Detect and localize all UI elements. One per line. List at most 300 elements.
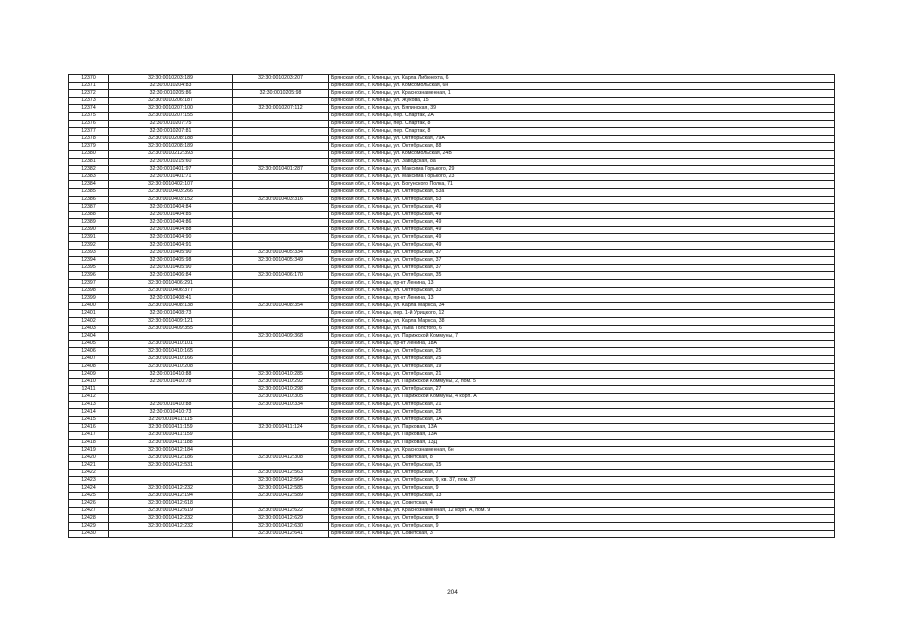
table-row <box>69 219 835 227</box>
table-row <box>69 515 835 523</box>
row-number-cell: 12398 <box>69 287 109 295</box>
object-cadastral-number-cell: 32:30:0010408:354 <box>233 302 329 310</box>
address-cell: Брянская обл., г. Клинцы, ул. Карла Маркса, 38 <box>329 318 835 326</box>
address-cell: Брянская обл., г. Клинцы, ул. Октябрьская, 37 <box>329 249 835 257</box>
row-number-cell: 12395 <box>69 264 109 272</box>
row-number-cell: 12381 <box>69 158 109 166</box>
row-number-cell: 12416 <box>69 424 109 432</box>
object-cadastral-number-cell: 32:30:0010410:305 <box>233 393 329 401</box>
parcel-cadastral-number-cell: 32:30:0010409:355 <box>109 325 233 333</box>
object-cadastral-number-cell: 32:30:0010403:316 <box>233 196 329 204</box>
parcel-cadastral-number-cell: 32:30:0010401:97 <box>109 166 233 174</box>
parcel-cadastral-number-cell: 32:30:0010410:88 <box>109 401 233 409</box>
row-number-cell: 12419 <box>69 447 109 455</box>
parcel-cadastral-number-cell: 32:30:0010208:189 <box>109 143 233 151</box>
address-cell: Брянская обл., г. Клинцы, ул. Октябрьская, 53а <box>329 188 835 196</box>
address-cell: Брянская обл., г. Клинцы, ул. Октябрьская, 33 <box>329 287 835 295</box>
table-row <box>69 242 835 250</box>
parcel-cadastral-number-cell: 32:30:0010406:377 <box>109 287 233 295</box>
parcel-cadastral-number-cell: 32:30:0010401:71 <box>109 173 233 181</box>
table-row <box>69 188 835 196</box>
object-cadastral-number-cell: 32:30:0010412:585 <box>233 485 329 493</box>
table-row <box>69 477 835 485</box>
table-row <box>69 318 835 326</box>
object-cadastral-number-cell <box>233 409 329 417</box>
row-number-cell: 12370 <box>69 75 109 83</box>
table-row <box>69 158 835 166</box>
object-cadastral-number-cell: 32:30:0010405:349 <box>233 257 329 265</box>
address-cell: Брянская обл., г. Клинцы, ул. Октябрьская, 49 <box>329 211 835 219</box>
table-row <box>69 340 835 348</box>
object-cadastral-number-cell: 32:30:0010412:630 <box>233 523 329 531</box>
object-cadastral-number-cell <box>233 325 329 333</box>
parcel-cadastral-number-cell: 32:30:0010411:115 <box>109 416 233 424</box>
table-row <box>69 226 835 234</box>
row-number-cell: 12393 <box>69 249 109 257</box>
object-cadastral-number-cell <box>233 340 329 348</box>
object-cadastral-number-cell <box>233 188 329 196</box>
row-number-cell: 12390 <box>69 226 109 234</box>
address-cell: Брянская обл., г. Клинцы, ул. Краснознаменная, 12 корп. А, пом. 9 <box>329 507 835 515</box>
row-number-cell: 12394 <box>69 257 109 265</box>
address-cell: Брянская обл., г. Клинцы, ул. Октябрьская, 49 <box>329 219 835 227</box>
address-cell: Брянская обл., г. Клинцы, ул. Парижской Коммуны, 2, пом. 5 <box>329 378 835 386</box>
parcel-cadastral-number-cell: 32:30:0010412:619 <box>109 507 233 515</box>
parcel-cadastral-number-cell: 32:30:0010406:84 <box>109 272 233 280</box>
register-sheet <box>68 74 835 538</box>
table-row <box>69 97 835 105</box>
object-cadastral-number-cell: 32:30:0010412:563 <box>233 469 329 477</box>
object-cadastral-number-cell <box>233 135 329 143</box>
address-cell: Брянская обл., г. Клинцы, ул. Октябрьская, 21 <box>329 371 835 379</box>
object-cadastral-number-cell <box>233 295 329 303</box>
address-cell: Брянская обл., г. Клинцы, ул. Октябрьская, 49 <box>329 226 835 234</box>
object-cadastral-number-cell: 32:30:0010205:98 <box>233 90 329 98</box>
table-row <box>69 416 835 424</box>
parcel-cadastral-number-cell: 32:30:0010404:85 <box>109 211 233 219</box>
address-cell: Брянская обл., г. Клинцы, ул. Комсомольская, 6н <box>329 82 835 90</box>
parcel-cadastral-number-cell: 32:30:0010405:98 <box>109 257 233 265</box>
object-cadastral-number-cell <box>233 310 329 318</box>
table-row <box>69 135 835 143</box>
address-cell: Брянская обл., г. Клинцы, ул. Октябрьская, 15 <box>329 462 835 470</box>
parcel-cadastral-number-cell: 32:30:0010412:232 <box>109 485 233 493</box>
parcel-cadastral-number-cell: 32:30:0010404:86 <box>109 219 233 227</box>
object-cadastral-number-cell <box>233 219 329 227</box>
address-cell: Брянская обл., г. Клинцы, ул. Краснознаменная, 1 <box>329 90 835 98</box>
address-cell: Брянская обл., г. Клинцы, ул. Октябрьская, 49 <box>329 204 835 212</box>
row-number-cell: 12400 <box>69 302 109 310</box>
parcel-cadastral-number-cell: 32:30:0010403:152 <box>109 196 233 204</box>
object-cadastral-number-cell <box>233 150 329 158</box>
parcel-cadastral-number-cell: 32:30:0010207:81 <box>109 128 233 136</box>
table-row <box>69 82 835 90</box>
parcel-cadastral-number-cell: 32:30:0010412:531 <box>109 462 233 470</box>
address-cell: Брянская обл., г. Клинцы, ул. Октябрьская, 9, кв. 37, пом. 37 <box>329 477 835 485</box>
address-cell: Брянская обл., г. Клинцы, ул. Карла Либкнехта, 6 <box>329 75 835 83</box>
row-number-cell: 12407 <box>69 355 109 363</box>
row-number-cell: 12377 <box>69 128 109 136</box>
table-row <box>69 492 835 500</box>
parcel-cadastral-number-cell: 32:30:0010402:107 <box>109 181 233 189</box>
object-cadastral-number-cell <box>233 82 329 90</box>
row-number-cell: 12417 <box>69 431 109 439</box>
address-cell: Брянская обл., г. Клинцы, ул. Парковая, 13Д <box>329 439 835 447</box>
parcel-cadastral-number-cell: 32:30:0010207:75 <box>109 120 233 128</box>
row-number-cell: 12375 <box>69 112 109 120</box>
address-cell: Брянская обл., г. Клинцы, ул. Богунского Полка, 71 <box>329 181 835 189</box>
parcel-cadastral-number-cell: 32:30:0010410:73 <box>109 409 233 417</box>
table-row <box>69 409 835 417</box>
table-row <box>69 143 835 151</box>
table-row <box>69 424 835 432</box>
address-cell: Брянская обл., г. Клинцы, пр-кт Ленина, 18А <box>329 340 835 348</box>
parcel-cadastral-number-cell: 32:30:0010207:155 <box>109 112 233 120</box>
row-number-cell: 12428 <box>69 515 109 523</box>
address-cell: Брянская обл., г. Клинцы, ул. Октябрьская, 1А <box>329 416 835 424</box>
object-cadastral-number-cell <box>233 447 329 455</box>
row-number-cell: 12391 <box>69 234 109 242</box>
object-cadastral-number-cell <box>233 242 329 250</box>
table-row <box>69 462 835 470</box>
address-cell: Брянская обл., г. Клинцы, ул. Октябрьская, 49 <box>329 242 835 250</box>
address-cell: Брянская обл., г. Клинцы, ул. Октябрьская, 37 <box>329 264 835 272</box>
address-cell: Брянская обл., г. Клинцы, ул. Парковая, 13А <box>329 424 835 432</box>
address-cell: Брянская обл., г. Клинцы, ул. Максима Горького, 29 <box>329 166 835 174</box>
address-cell: Брянская обл., г. Клинцы, ул. Октябрьская, 19 <box>329 363 835 371</box>
address-cell: Брянская обл., г. Клинцы, пер. Спартак, 8 <box>329 128 835 136</box>
table-row <box>69 128 835 136</box>
object-cadastral-number-cell: 32:30:0010412:564 <box>233 477 329 485</box>
address-cell: Брянская обл., г. Клинцы, ул. Октябрьская, 25 <box>329 409 835 417</box>
address-cell: Брянская обл., г. Клинцы, ул. Парковая, 13А <box>329 431 835 439</box>
row-number-cell: 12392 <box>69 242 109 250</box>
table-row <box>69 211 835 219</box>
object-cadastral-number-cell: 32:30:0010410:285 <box>233 371 329 379</box>
row-number-cell: 12376 <box>69 120 109 128</box>
row-number-cell: 12382 <box>69 166 109 174</box>
table-row <box>69 469 835 477</box>
row-number-cell: 12411 <box>69 386 109 394</box>
table-row <box>69 272 835 280</box>
parcel-cadastral-number-cell: 32:30:0010212:393 <box>109 150 233 158</box>
row-number-cell: 12425 <box>69 492 109 500</box>
row-number-cell: 12371 <box>69 82 109 90</box>
object-cadastral-number-cell: 32:30:0010410:298 <box>233 386 329 394</box>
row-number-cell: 12397 <box>69 280 109 288</box>
object-cadastral-number-cell <box>233 439 329 447</box>
parcel-cadastral-number-cell: 32:30:0010207:100 <box>109 105 233 113</box>
parcel-cadastral-number-cell: 32:30:0010411:159 <box>109 431 233 439</box>
parcel-cadastral-number-cell: 32:30:0010410:165 <box>109 348 233 356</box>
row-number-cell: 12399 <box>69 295 109 303</box>
parcel-cadastral-number-cell: 32:30:0010404:91 <box>109 242 233 250</box>
parcel-cadastral-number-cell: 32:30:0010412:194 <box>109 492 233 500</box>
address-cell: Брянская обл., г. Клинцы, ул. Советская, 3 <box>329 530 835 538</box>
row-number-cell: 12396 <box>69 272 109 280</box>
object-cadastral-number-cell <box>233 363 329 371</box>
table-row <box>69 325 835 333</box>
object-cadastral-number-cell: 32:30:0010412:629 <box>233 515 329 523</box>
row-number-cell: 12412 <box>69 393 109 401</box>
address-cell: Брянская обл., г. Клинцы, ул. Комсомольская, 24В <box>329 150 835 158</box>
parcel-cadastral-number-cell <box>109 393 233 401</box>
object-cadastral-number-cell <box>233 204 329 212</box>
table-row <box>69 333 835 341</box>
row-number-cell: 12413 <box>69 401 109 409</box>
row-number-cell: 12410 <box>69 378 109 386</box>
table-row <box>69 386 835 394</box>
parcel-cadastral-number-cell <box>109 333 233 341</box>
address-cell: Брянская обл., г. Клинцы, ул. Заводская, 8а <box>329 158 835 166</box>
object-cadastral-number-cell: 32:30:0010203:207 <box>233 75 329 83</box>
table-row <box>69 280 835 288</box>
object-cadastral-number-cell <box>233 355 329 363</box>
address-cell: Брянская обл., г. Клинцы, ул. Октябрьская, 9 <box>329 523 835 531</box>
table-row <box>69 166 835 174</box>
address-cell: Брянская обл., г. Клинцы, ул. Октябрьская, 13 <box>329 492 835 500</box>
table-row <box>69 500 835 508</box>
table-row <box>69 295 835 303</box>
parcel-cadastral-number-cell: 32:30:0010404:88 <box>109 226 233 234</box>
table-row <box>69 120 835 128</box>
parcel-cadastral-number-cell: 32:30:0010404:90 <box>109 234 233 242</box>
parcel-cadastral-number-cell <box>109 469 233 477</box>
address-cell: Брянская обл., г. Клинцы, ул. Октябрьская, 88 <box>329 143 835 151</box>
table-row <box>69 371 835 379</box>
address-cell: Брянская обл., г. Клинцы, ул. Октябрьская, 9 <box>329 515 835 523</box>
table-row <box>69 523 835 531</box>
parcel-cadastral-number-cell: 32:30:0010405:90 <box>109 264 233 272</box>
row-number-cell: 12401 <box>69 310 109 318</box>
address-cell: Брянская обл., г. Клинцы, пер. Спартак, 2А <box>329 112 835 120</box>
row-number-cell: 12380 <box>69 150 109 158</box>
object-cadastral-number-cell <box>233 97 329 105</box>
table-row <box>69 150 835 158</box>
row-number-cell: 12422 <box>69 469 109 477</box>
row-number-cell: 12386 <box>69 196 109 204</box>
table-row <box>69 257 835 265</box>
row-number-cell: 12405 <box>69 340 109 348</box>
table-row <box>69 431 835 439</box>
row-number-cell: 12402 <box>69 318 109 326</box>
object-cadastral-number-cell <box>233 431 329 439</box>
address-cell: Брянская обл., г. Клинцы, ул. Краснознаменная, 6н <box>329 447 835 455</box>
row-number-cell: 12408 <box>69 363 109 371</box>
row-number-cell: 12404 <box>69 333 109 341</box>
parcel-cadastral-number-cell: 32:30:0010408:138 <box>109 302 233 310</box>
parcel-cadastral-number-cell: 32:30:0010410:88 <box>109 371 233 379</box>
row-number-cell: 12374 <box>69 105 109 113</box>
row-number-cell: 12384 <box>69 181 109 189</box>
table-row <box>69 393 835 401</box>
address-cell: Брянская обл., г. Клинцы, ул. Октябрьская, 49 <box>329 234 835 242</box>
parcel-cadastral-number-cell: 32:30:0010408:73 <box>109 310 233 318</box>
parcel-cadastral-number-cell: 32:30:0010411:159 <box>109 424 233 432</box>
parcel-cadastral-number-cell: 32:30:0010203:189 <box>109 75 233 83</box>
parcel-cadastral-number-cell: 32:30:0010409:121 <box>109 318 233 326</box>
parcel-cadastral-number-cell: 32:30:0010412:618 <box>109 500 233 508</box>
object-cadastral-number-cell: 32:30:0010401:287 <box>233 166 329 174</box>
parcel-cadastral-number-cell: 32:30:0010410:208 <box>109 363 233 371</box>
row-number-cell: 12429 <box>69 523 109 531</box>
row-number-cell: 12418 <box>69 439 109 447</box>
object-cadastral-number-cell: 32:30:0010412:622 <box>233 507 329 515</box>
table-row <box>69 112 835 120</box>
table-row <box>69 204 835 212</box>
object-cadastral-number-cell <box>233 416 329 424</box>
table-row <box>69 75 835 83</box>
row-number-cell: 12414 <box>69 409 109 417</box>
object-cadastral-number-cell <box>233 173 329 181</box>
address-cell: Брянская обл., г. Клинцы, ул. Октябрьская, 27 <box>329 386 835 394</box>
address-cell: Брянская обл., г. Клинцы, ул. Советская, 8 <box>329 454 835 462</box>
object-cadastral-number-cell <box>233 120 329 128</box>
table-row <box>69 173 835 181</box>
parcel-cadastral-number-cell: 32:30:0010412:186 <box>109 454 233 462</box>
address-cell: Брянская обл., г. Клинцы, ул. Октябрьская, 7 <box>329 469 835 477</box>
object-cadastral-number-cell <box>233 280 329 288</box>
table-row <box>69 287 835 295</box>
object-cadastral-number-cell <box>233 211 329 219</box>
row-number-cell: 12403 <box>69 325 109 333</box>
object-cadastral-number-cell <box>233 143 329 151</box>
parcel-cadastral-number-cell: 32:30:0010406:291 <box>109 280 233 288</box>
property-register-table <box>68 74 835 538</box>
table-row <box>69 264 835 272</box>
object-cadastral-number-cell: 32:30:0010411:124 <box>233 424 329 432</box>
row-number-cell: 12387 <box>69 204 109 212</box>
table-row <box>69 485 835 493</box>
parcel-cadastral-number-cell: 32:30:0010404:84 <box>109 204 233 212</box>
address-cell: Брянская обл., г. Клинцы, ул. Октябрьская, 25 <box>329 348 835 356</box>
object-cadastral-number-cell <box>233 318 329 326</box>
object-cadastral-number-cell: 32:30:0010406:170 <box>233 272 329 280</box>
row-number-cell: 12424 <box>69 485 109 493</box>
address-cell: Брянская обл., г. Клинцы, ул. Октябрьская, 9 <box>329 485 835 493</box>
table-row <box>69 348 835 356</box>
parcel-cadastral-number-cell <box>109 386 233 394</box>
table-row <box>69 196 835 204</box>
object-cadastral-number-cell <box>233 226 329 234</box>
address-cell: Брянская обл., г. Клинцы, ул. Максима Горького, 23 <box>329 173 835 181</box>
row-number-cell: 12423 <box>69 477 109 485</box>
object-cadastral-number-cell: 32:30:0010410:334 <box>233 401 329 409</box>
row-number-cell: 12421 <box>69 462 109 470</box>
row-number-cell: 12388 <box>69 211 109 219</box>
table-row <box>69 447 835 455</box>
object-cadastral-number-cell: 32:30:0010412:308 <box>233 454 329 462</box>
object-cadastral-number-cell <box>233 128 329 136</box>
table-row <box>69 310 835 318</box>
row-number-cell: 12385 <box>69 188 109 196</box>
row-number-cell: 12389 <box>69 219 109 227</box>
table-row <box>69 401 835 409</box>
parcel-cadastral-number-cell: 32:30:0010412:232 <box>109 523 233 531</box>
address-cell: Брянская обл., г. Клинцы, ул. Парижской Коммуны, 4 корп. А <box>329 393 835 401</box>
table-row <box>69 507 835 515</box>
address-cell: Брянская обл., г. Клинцы, ул. Октябрьская, 35 <box>329 272 835 280</box>
object-cadastral-number-cell <box>233 264 329 272</box>
page-number: 204 <box>447 589 458 596</box>
table-row <box>69 234 835 242</box>
address-cell: Брянская обл., г. Клинцы, ул. Карла Маркса, 34 <box>329 302 835 310</box>
row-number-cell: 12383 <box>69 173 109 181</box>
object-cadastral-number-cell <box>233 181 329 189</box>
address-cell: Брянская обл., г. Клинцы, ул. Октябрьская, 25 <box>329 355 835 363</box>
table-row <box>69 90 835 98</box>
row-number-cell: 12415 <box>69 416 109 424</box>
object-cadastral-number-cell: 32:30:0010405:334 <box>233 249 329 257</box>
parcel-cadastral-number-cell: 32:30:0010405:90 <box>109 249 233 257</box>
address-cell: Брянская обл., г. Клинцы, ул. Октябрьская, 79А <box>329 135 835 143</box>
object-cadastral-number-cell: 32:30:0010410:292 <box>233 378 329 386</box>
table-row <box>69 181 835 189</box>
address-cell: Брянская обл., г. Клинцы, пер. Спартак, 8 <box>329 120 835 128</box>
table-row <box>69 302 835 310</box>
parcel-cadastral-number-cell: 32:30:0010410:78 <box>109 378 233 386</box>
address-cell: Брянская обл., г. Клинцы, ул. Октябрьская, 53 <box>329 196 835 204</box>
parcel-cadastral-number-cell: 32:30:0010206:187 <box>109 97 233 105</box>
table-row <box>69 355 835 363</box>
address-cell: Брянская обл., г. Клинцы, ул. Октябрьская, 37 <box>329 257 835 265</box>
object-cadastral-number-cell <box>233 500 329 508</box>
object-cadastral-number-cell <box>233 112 329 120</box>
object-cadastral-number-cell <box>233 348 329 356</box>
table-row <box>69 454 835 462</box>
parcel-cadastral-number-cell: 32:30:0010410:101 <box>109 340 233 348</box>
row-number-cell: 12378 <box>69 135 109 143</box>
table-row <box>69 105 835 113</box>
register-table-body <box>69 75 835 538</box>
object-cadastral-number-cell: 32:30:0010412:641 <box>233 530 329 538</box>
parcel-cadastral-number-cell <box>109 530 233 538</box>
table-row <box>69 249 835 257</box>
row-number-cell: 12420 <box>69 454 109 462</box>
address-cell: Брянская обл., г. Клинцы, ул. Льва Толстого, 6 <box>329 325 835 333</box>
row-number-cell: 12426 <box>69 500 109 508</box>
parcel-cadastral-number-cell: 32:30:0010412:184 <box>109 447 233 455</box>
object-cadastral-number-cell <box>233 158 329 166</box>
parcel-cadastral-number-cell: 32:30:0010403:266 <box>109 188 233 196</box>
address-cell: Брянская обл., г. Клинцы, ул. Жукова, 15 <box>329 97 835 105</box>
parcel-cadastral-number-cell: 32:30:0010408:41 <box>109 295 233 303</box>
object-cadastral-number-cell <box>233 234 329 242</box>
row-number-cell: 12379 <box>69 143 109 151</box>
table-row <box>69 378 835 386</box>
table-row <box>69 439 835 447</box>
parcel-cadastral-number-cell: 32:30:0010204:83 <box>109 82 233 90</box>
parcel-cadastral-number-cell: 32:30:0010411:188 <box>109 439 233 447</box>
row-number-cell: 12409 <box>69 371 109 379</box>
table-row <box>69 363 835 371</box>
address-cell: Брянская обл., г. Клинцы, ул. Парижской Коммуны, 7 <box>329 333 835 341</box>
object-cadastral-number-cell <box>233 462 329 470</box>
row-number-cell: 12406 <box>69 348 109 356</box>
address-cell: Брянская обл., г. Клинцы, ул. Октябрьская, 21 <box>329 401 835 409</box>
address-cell: Брянская обл., г. Клинцы, ул. Советская, 4 <box>329 500 835 508</box>
object-cadastral-number-cell: 32:30:0010207:112 <box>233 105 329 113</box>
address-cell: Брянская обл., г. Клинцы, пр-кт Ленина, 13 <box>329 280 835 288</box>
parcel-cadastral-number-cell <box>109 477 233 485</box>
address-cell: Брянская обл., г. Клинцы, пер. 1-й Урицкого, 12 <box>329 310 835 318</box>
row-number-cell: 12427 <box>69 507 109 515</box>
address-cell: Брянская обл., г. Клинцы, ул. Бяпинская, 39 <box>329 105 835 113</box>
parcel-cadastral-number-cell: 32:30:0010410:166 <box>109 355 233 363</box>
object-cadastral-number-cell: 32:30:0010409:368 <box>233 333 329 341</box>
object-cadastral-number-cell <box>233 287 329 295</box>
address-cell: Брянская обл., г. Клинцы, пр-кт Ленина, 13 <box>329 295 835 303</box>
